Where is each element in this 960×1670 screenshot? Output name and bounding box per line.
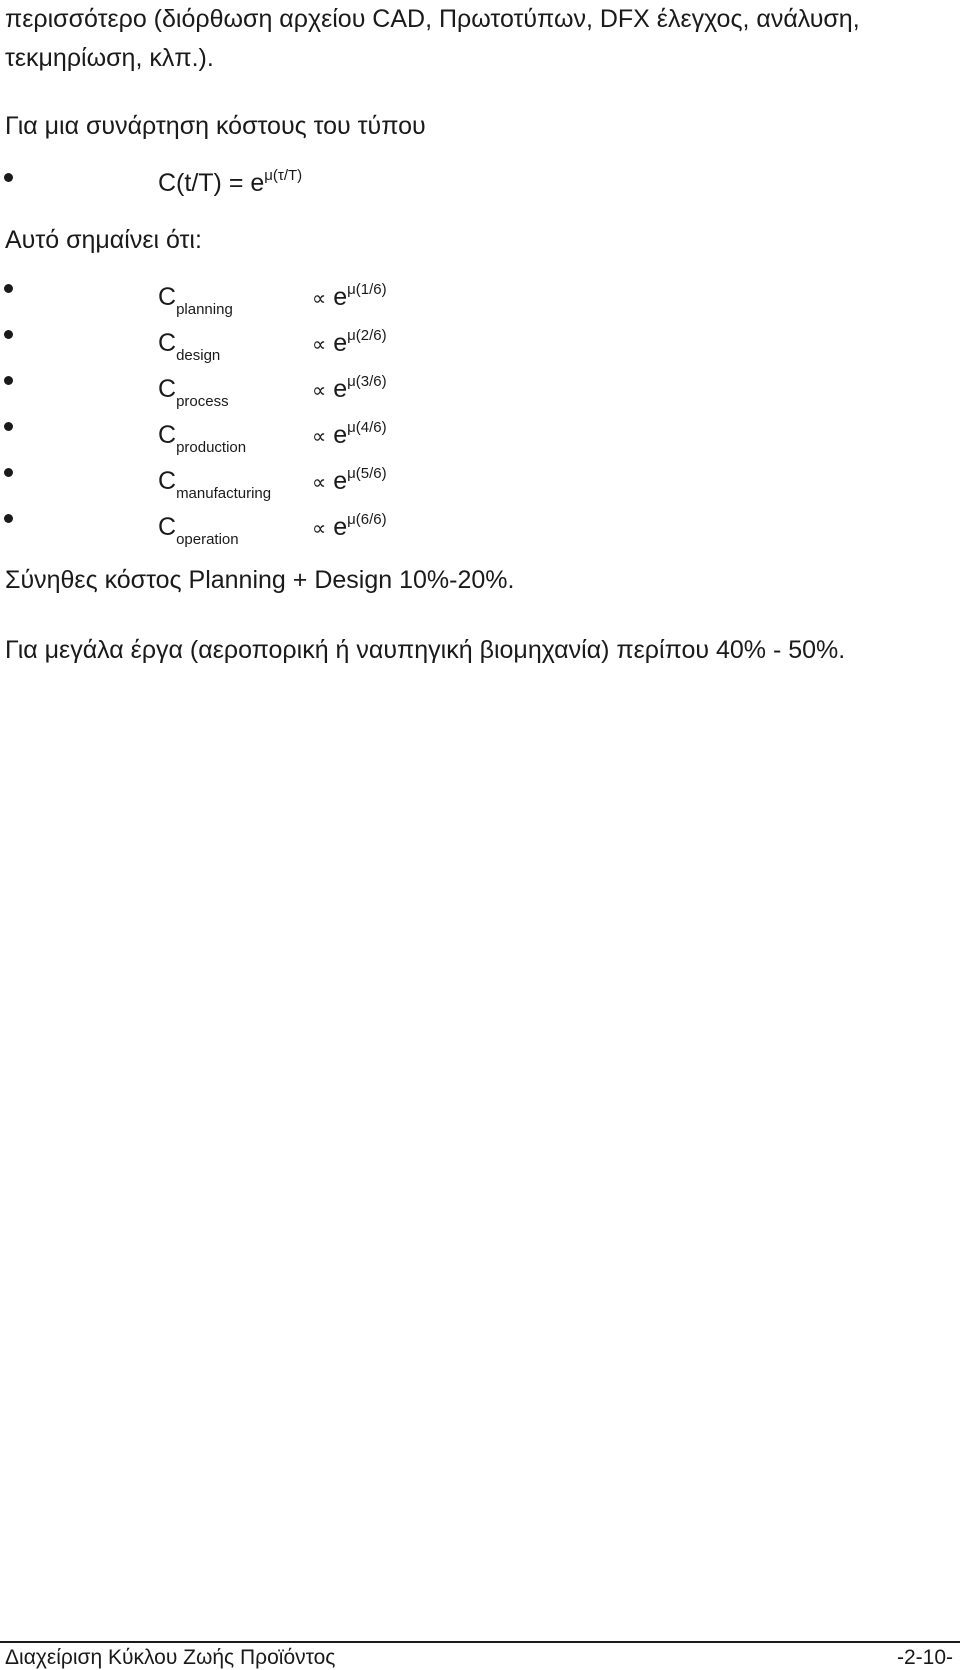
- cost-item-lhs: $C_{manufacturing}$: [158, 467, 272, 502]
- meaning-intro: Αυτό σημαίνει ότι:: [5, 226, 202, 254]
- cost-item-bullet: [4, 468, 13, 477]
- usual-cost-text: Σύνηθες κόστος Planning + Design 10%-20%.: [5, 566, 515, 594]
- cost-item-lhs: $C_{design}$: [158, 329, 221, 364]
- page-number: -2-10-: [896, 1646, 953, 1669]
- large-projects-text: Για μεγάλα έργα (αεροπορική ή ναυπηγική βιομηχανία) περίπου 40% - 50%.: [5, 636, 846, 664]
- cost-item-lhs: $C_{operation}$: [158, 513, 239, 548]
- footer-title: Διαχείριση Κύκλου Ζωής Προϊόντος: [5, 1646, 336, 1669]
- cost-item-lhs: $C_{process}$: [158, 375, 229, 410]
- cost-item-bullet: [4, 376, 13, 385]
- cost-item-rhs: ∝ $e^{\mu(3/6)}$: [312, 373, 387, 403]
- cost-item-rhs: ∝ $e^{\mu(2/6)}$: [312, 327, 387, 357]
- cost-item-bullet: [4, 422, 13, 431]
- cost-item-rhs: ∝ $e^{\mu(6/6)}$: [312, 511, 387, 541]
- cost-item-rhs: ∝ $e^{\mu(4/6)}$: [312, 419, 387, 449]
- cost-item-bullet: [4, 284, 13, 293]
- main-formula-exponent: μ(τ/Τ): [264, 167, 303, 184]
- cost-function-intro: Για μια συνάρτηση κόστους του τύπου: [5, 112, 426, 140]
- intro-line-1: περισσότερο (διόρθωση αρχείου CAD, Πρωτοτύπων, DFX έλεγχος, ανάλυση,: [5, 5, 860, 33]
- cost-item-lhs: $C_{planning}$: [158, 283, 233, 318]
- cost-item-rhs: ∝ $e^{\mu(1/6)}$: [312, 281, 387, 311]
- cost-item-bullet: [4, 514, 13, 523]
- cost-item-bullet: [4, 330, 13, 339]
- footer-divider: [0, 1641, 960, 1643]
- main-formula-lhs: C(t/T) = e: [158, 169, 265, 197]
- intro-line-2: τεκμηρίωση, κλπ.).: [5, 44, 214, 72]
- main-formula-bullet: [4, 173, 13, 182]
- cost-item-rhs: ∝ $e^{\mu(5/6)}$: [312, 465, 387, 495]
- cost-item-lhs: $C_{production}$: [158, 421, 247, 456]
- main-formula: [158, 168, 302, 202]
